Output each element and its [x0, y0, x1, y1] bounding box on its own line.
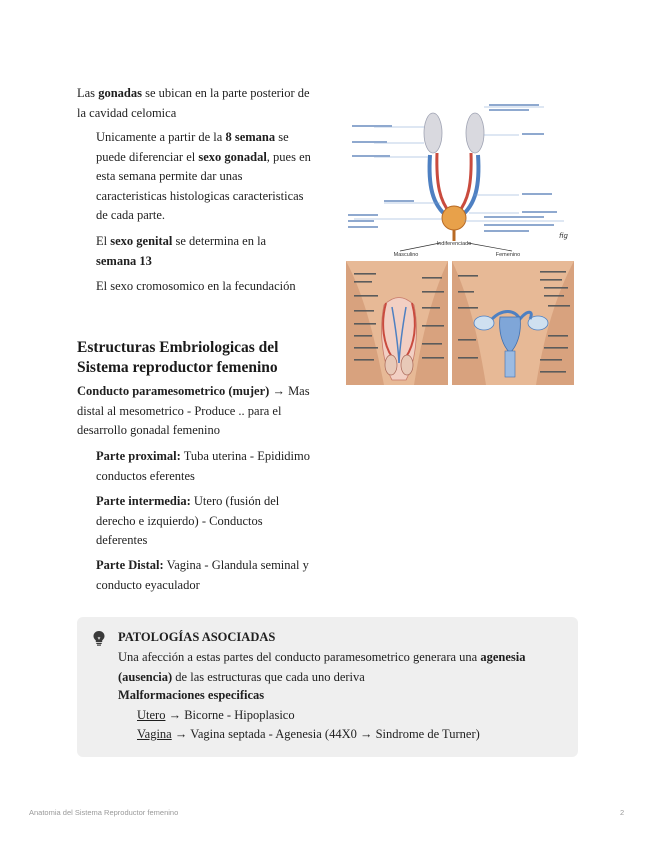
sub-paragraph-chromosomal: [96, 277, 326, 297]
sub1-text-mid: se puede diferenciar el: [96, 130, 289, 164]
sub1-text-pre: Unicamente a partir de la: [96, 130, 226, 144]
intro-text-pre: Las: [77, 86, 99, 100]
malformation-term: Vagina: [137, 727, 172, 741]
paramesonephric-duct-term: Conducto paramesometrico (mujer): [77, 384, 270, 398]
callout-title: PATOLOGÍAS ASOCIADAS: [118, 630, 276, 644]
callout-bold-agenesia: agenesia (ausencia): [118, 650, 526, 684]
footer-title: Anatomia del Sistema Reproductor femenino: [29, 808, 179, 817]
intro-paragraph: [77, 84, 317, 123]
sub2-bold-week: semana 13: [96, 253, 152, 268]
figure-label-indifferent: Indiferenciado: [436, 241, 472, 247]
sub-paragraph-gonadal: [96, 128, 314, 226]
sub1-text-post: , pues en esta semana permite dar unas caracteristicas histologicas caracteristicas de cada parte.: [96, 149, 311, 222]
callout-text-pre: Una afección a estas partes del conducto paramesometrico generara una: [118, 650, 481, 664]
sub3-text: El sexo cromosomico en la fecundación: [96, 279, 296, 293]
section-heading: Estructuras Embriologicas del Sistema reproductor femenino: [77, 339, 279, 376]
figure-label-female: Femenino: [495, 252, 521, 258]
pathologies-callout: [77, 617, 578, 757]
sub1-bold-sex: sexo gonadal: [198, 149, 267, 164]
section-paragraph: [77, 382, 317, 441]
intro-text-post: se ubican en la parte posterior de la cavidad celomica: [77, 86, 310, 120]
lightbulb-icon: [92, 630, 106, 646]
female-pelvis-illustration: [452, 261, 574, 385]
callout-text: [118, 648, 548, 687]
sub2-bold-genital: sexo genital: [110, 234, 173, 248]
part-label: Parte proximal:: [96, 449, 181, 463]
section-arrow: →: [269, 384, 289, 398]
sub-paragraph-genital: [96, 232, 296, 271]
callout-subtitle: Malformaciones especificas: [118, 688, 265, 702]
callout-text-post: de las estructuras que cada uno deriva: [172, 669, 365, 684]
section-paragraph-rest: Mas distal al mesometrico - Produce .. para el desarrollo gonadal femenino: [77, 384, 310, 437]
part-text: Utero (fusión del derecho e izquierdo) - Conductos deferentes: [96, 494, 280, 547]
duct-part-proximal: [96, 447, 311, 486]
duct-part-intermediate: [96, 492, 306, 551]
malformation-uterus: [137, 706, 557, 726]
sub2-text-pre: El: [96, 234, 111, 248]
part-label: Parte Distal:: [96, 558, 164, 572]
sub1-bold-week: 8 semana: [225, 130, 276, 144]
part-text: Tuba uterina - Epididimo conductos eferentes: [96, 449, 310, 483]
intro-bold-gonadas: gonadas: [98, 86, 142, 100]
malformation-detail: → Bicorne - Hipoplasico: [165, 708, 295, 722]
duct-part-distal: [96, 556, 311, 595]
embryology-figure: [344, 95, 576, 387]
malformation-term: Utero: [137, 708, 166, 722]
malformation-detail: → Vagina septada - Agenesia (44X0 → Sindrome de Turner): [171, 727, 480, 741]
part-text: Vagina - Glandula seminal y conducto eyaculador: [96, 558, 309, 592]
svg-text:fig: fig: [559, 232, 568, 240]
page-number: 2: [620, 808, 625, 817]
sub2-text-mid: se determina en la: [172, 234, 267, 248]
male-pelvis-illustration: [346, 261, 448, 385]
malformation-vagina: [137, 725, 567, 745]
part-label: Parte intermedia:: [96, 494, 191, 508]
figure-label-male: Masculino: [393, 252, 419, 258]
